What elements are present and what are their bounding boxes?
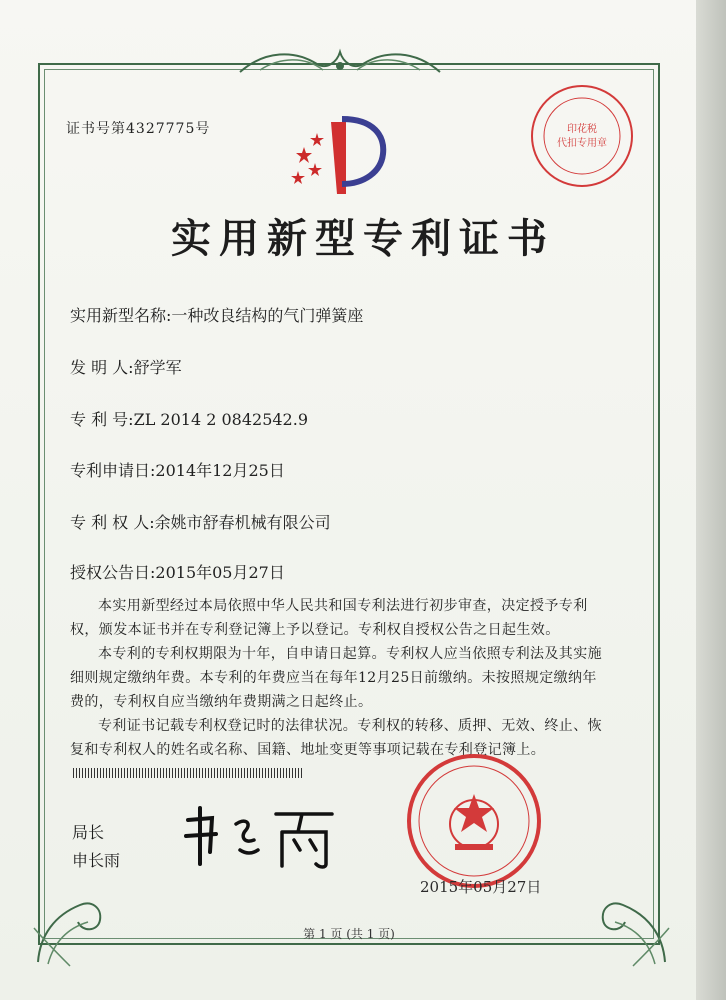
page-edge-shadow [696, 0, 726, 1000]
body-paragraph: 专利证书记载专利权登记时的法律状况。专利权的转移、质押、无效、终止、恢复和专利权人的姓名或名称、国籍、地址变更等事项记载在专利登记簿上。 [70, 718, 602, 758]
field-patentee [70, 510, 331, 533]
svg-text:代扣专用章: 代扣专用章 [557, 138, 607, 149]
office-seal-icon [405, 752, 543, 890]
barcode [73, 768, 303, 778]
announcement-date-label: 授权公告日: [70, 563, 156, 582]
director-signature-icon [178, 802, 338, 872]
application-date-value: 2014年12月25日 [155, 461, 285, 480]
announcement-date-value: 2015年05月27日 [155, 563, 285, 582]
patentee-label: 专 利 权 人: [70, 513, 155, 532]
tax-stamp-icon [528, 82, 636, 190]
application-date-label: 专利申请日: [70, 461, 156, 480]
page-footer: 第 1 页 (共 1 页) [303, 927, 395, 941]
body-paragraph: 本专利的专利权期限为十年，自申请日起算。专利权人应当依照专利法及其实施细则规定缴纳年费。本专利的年费应当在每年12月25日前缴纳。未按照规定缴纳年费的，专利权自应当缴纳年费期满之日起终止。 [70, 646, 602, 710]
svg-text:印花税: 印花税 [567, 124, 597, 135]
certificate-number: 证书号第4327775号 [66, 121, 211, 137]
field-patent-number [70, 407, 308, 430]
patent-number-value: ZL 2014 2 0842542.9 [133, 410, 308, 429]
certificate-title: 实用新型专利证书 [171, 215, 555, 262]
patent-office-logo-icon [282, 104, 402, 204]
inventor-value: 舒学军 [133, 358, 182, 377]
field-utility-name [70, 303, 363, 326]
body-paragraph: 本实用新型经过本局依照中华人民共和国专利法进行初步审查，决定授予专利权，颁发本证书并在专利登记簿上予以登记。专利权自授权公告之日起生效。 [70, 598, 588, 638]
utility-name-value: 一种改良结构的气门弹簧座 [171, 306, 364, 325]
top-ornament-icon [235, 42, 445, 80]
utility-name-label: 实用新型名称: [70, 306, 172, 325]
field-application-date [70, 458, 285, 481]
patentee-value: 余姚市舒春机械有限公司 [154, 513, 331, 532]
stamp-date: 2015年05月27日 [420, 878, 542, 896]
field-inventor [70, 355, 182, 378]
patent-number-label: 专 利 号: [70, 410, 134, 429]
inventor-label: 发 明 人: [70, 358, 134, 377]
certificate-body-text [70, 594, 608, 762]
director-name: 申长雨 [72, 851, 121, 870]
field-announcement-date [70, 560, 285, 583]
director-title: 局长 [72, 823, 105, 842]
